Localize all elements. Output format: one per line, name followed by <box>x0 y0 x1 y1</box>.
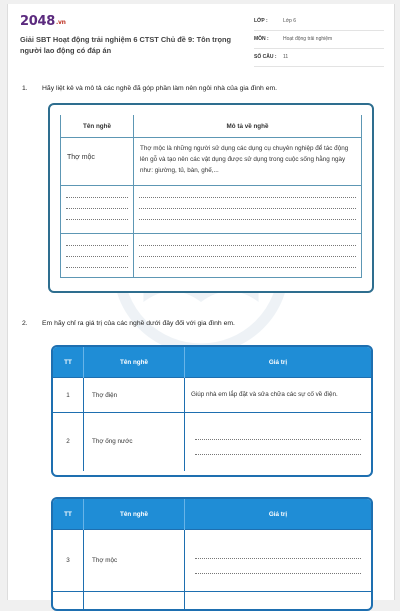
table-row <box>53 413 371 471</box>
table-row <box>61 138 362 186</box>
blank-cell[interactable] <box>61 186 134 234</box>
logo-text: 2048 <box>20 14 55 29</box>
document-meta <box>254 16 384 70</box>
question-2-table-frame <box>51 345 373 477</box>
header-job-description: Mô tả về nghề <box>134 115 362 138</box>
job-name-cell <box>61 138 134 186</box>
meta-count-row <box>254 52 384 67</box>
meta-count-label: SỐ CÂU : <box>254 54 277 60</box>
table-row <box>53 378 371 413</box>
blank-cell[interactable] <box>134 234 362 278</box>
header-value: Giá trị <box>185 499 372 530</box>
meta-subject-row <box>254 34 384 49</box>
header-index: TT <box>53 499 84 530</box>
document-title: Giải SBT Hoạt động trải nghiệm 6 CTST Chủ đề 9: Tôn trọng người lao động có đáp án <box>20 34 240 56</box>
blank-value-cell[interactable] <box>185 530 372 592</box>
question-2-table-frame-continued <box>51 497 373 611</box>
row-index: 1 <box>53 378 84 413</box>
table-header-row <box>53 499 371 530</box>
job-name-text: Thợ mộc <box>62 139 132 167</box>
row-job-name: Thợ mộc <box>84 530 185 592</box>
meta-count-value: 11 <box>283 54 288 60</box>
document-page <box>7 4 395 600</box>
header-index: TT <box>53 347 84 378</box>
meta-class-label: LỚP : <box>254 18 268 24</box>
question-1-text: Hãy liệt kê và mô tả các nghề đã góp phần làm nên ngôi nhà của gia đình em. <box>42 85 277 92</box>
question-1-table-frame <box>48 103 374 293</box>
meta-class-value: Lớp 6 <box>283 18 296 24</box>
table-row <box>61 234 362 278</box>
logo-suffix: .vn <box>56 19 66 26</box>
row-job-name: Thợ điện <box>84 378 185 413</box>
row-job-name: Thợ ống nước <box>84 413 185 471</box>
question-2-table-continued <box>53 499 371 611</box>
table-header-row <box>61 115 362 138</box>
question-1-table <box>60 115 362 278</box>
row-index: 2 <box>53 413 84 471</box>
job-description-text: Thợ mộc là những người sử dụng các dụng cụ chuyên nghiệp để tác động lên gỗ và tạo nên các vật dụng được sử dụng trong cuộc sống hằng ngày như: giường, tủ, bàn, ghế,... <box>135 139 360 180</box>
site-logo[interactable] <box>20 14 66 29</box>
blank-cell[interactable] <box>134 186 362 234</box>
question-2 <box>22 320 235 327</box>
question-2-number: 2. <box>22 320 42 327</box>
meta-subject-label: MÔN : <box>254 36 269 42</box>
header-value: Giá trị <box>185 347 372 378</box>
question-2-text: Em hãy chỉ ra giá trị của các nghề dưới đây đối với gia đình em. <box>42 320 235 327</box>
question-1-number: 1. <box>22 85 42 92</box>
blank-cell[interactable] <box>61 234 134 278</box>
header-job-name: Tên nghề <box>61 115 134 138</box>
header-job-name: Tên nghề <box>84 499 185 530</box>
blank-value-cell[interactable] <box>185 413 372 471</box>
question-1 <box>22 85 277 92</box>
question-2-table <box>53 347 371 471</box>
row-value: Giúp nhà em lắp đặt và sửa chữa các sự cố về điện. <box>185 378 372 413</box>
page-header <box>8 4 394 66</box>
header-job-name: Tên nghề <box>84 347 185 378</box>
table-header-row <box>53 347 371 378</box>
meta-subject-value: Hoạt động trải nghiệm <box>283 36 332 42</box>
table-row <box>53 530 371 592</box>
job-description-cell <box>134 138 362 186</box>
meta-class-row <box>254 16 384 31</box>
row-index: 3 <box>53 530 84 592</box>
table-row <box>53 592 371 611</box>
table-row <box>61 186 362 234</box>
